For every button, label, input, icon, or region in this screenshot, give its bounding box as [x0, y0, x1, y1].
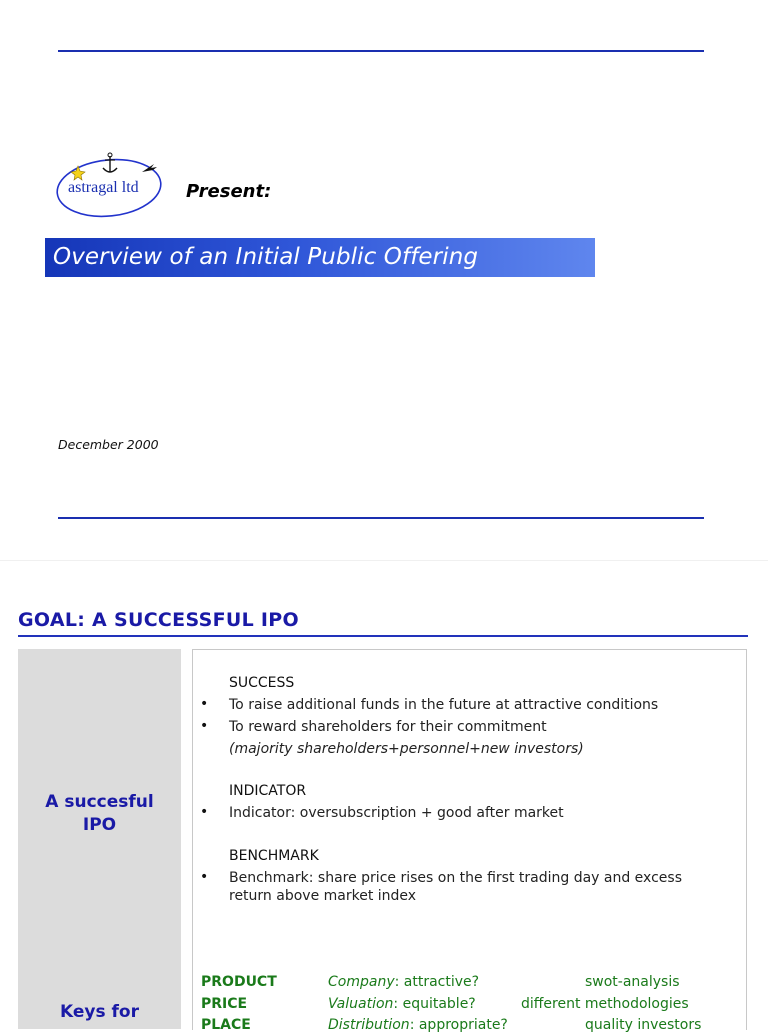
bullet-marker: • — [200, 804, 209, 820]
key-price-label: PRICE — [201, 996, 248, 1012]
page-divider — [0, 560, 768, 561]
presentation-date: December 2000 — [58, 437, 159, 452]
logo-text: astragal ltd — [68, 179, 139, 196]
success-note: (majority shareholders+personnel+new investors) — [229, 741, 584, 757]
key-place-term: Distribution — [328, 1017, 410, 1033]
success-heading: SUCCESS — [229, 675, 295, 691]
key-product-extra: swot-analysis — [585, 974, 680, 990]
successful-ipo-label — [18, 791, 181, 837]
indicator-heading: INDICATOR — [229, 783, 307, 799]
key-place-label: PLACE — [201, 1017, 251, 1033]
goal-title: GOAL: A SUCCESSFUL IPO — [18, 609, 299, 631]
bullet-marker: • — [200, 696, 209, 712]
success-bullet-1: To raise additional funds in the future at attractive conditions — [229, 697, 659, 713]
key-price-desc — [328, 996, 476, 1012]
astragal-logo — [54, 152, 174, 222]
key-price-extra: different methodologies — [521, 996, 689, 1012]
bottom-rule — [58, 517, 704, 519]
benchmark-bullet-1: Benchmark: share price rises on the first trading day and excess return above market index — [229, 870, 682, 904]
successful-label-line2: IPO — [82, 815, 117, 835]
left-label-column — [18, 649, 181, 1029]
key-price-question: : equitable? — [393, 996, 476, 1012]
key-place-desc — [328, 1017, 508, 1033]
present-label: Present: — [186, 181, 272, 202]
indicator-bullet-1: Indicator: oversubscription + good after market — [229, 805, 564, 821]
key-product-term: Company — [328, 974, 395, 990]
key-product-label: PRODUCT — [201, 974, 277, 990]
bullet-marker: • — [200, 718, 209, 734]
key-place-extra: quality investors — [585, 1017, 702, 1033]
key-product-desc — [328, 974, 479, 990]
key-price-term: Valuation — [328, 996, 394, 1012]
keys-label: Keys for — [60, 1002, 139, 1022]
successful-label-line1: A succesful — [45, 792, 154, 812]
key-product-question: : attractive? — [394, 974, 480, 990]
top-rule — [58, 50, 704, 52]
bullet-marker: • — [200, 869, 209, 885]
key-place-question: : appropriate? — [409, 1017, 508, 1033]
benchmark-heading: BENCHMARK — [229, 848, 319, 864]
goal-title-rule — [18, 635, 748, 637]
success-bullet-2: To reward shareholders for their commitment — [229, 719, 547, 735]
title-banner — [45, 238, 595, 277]
presentation-title: Overview of an Initial Public Offering — [53, 244, 479, 270]
